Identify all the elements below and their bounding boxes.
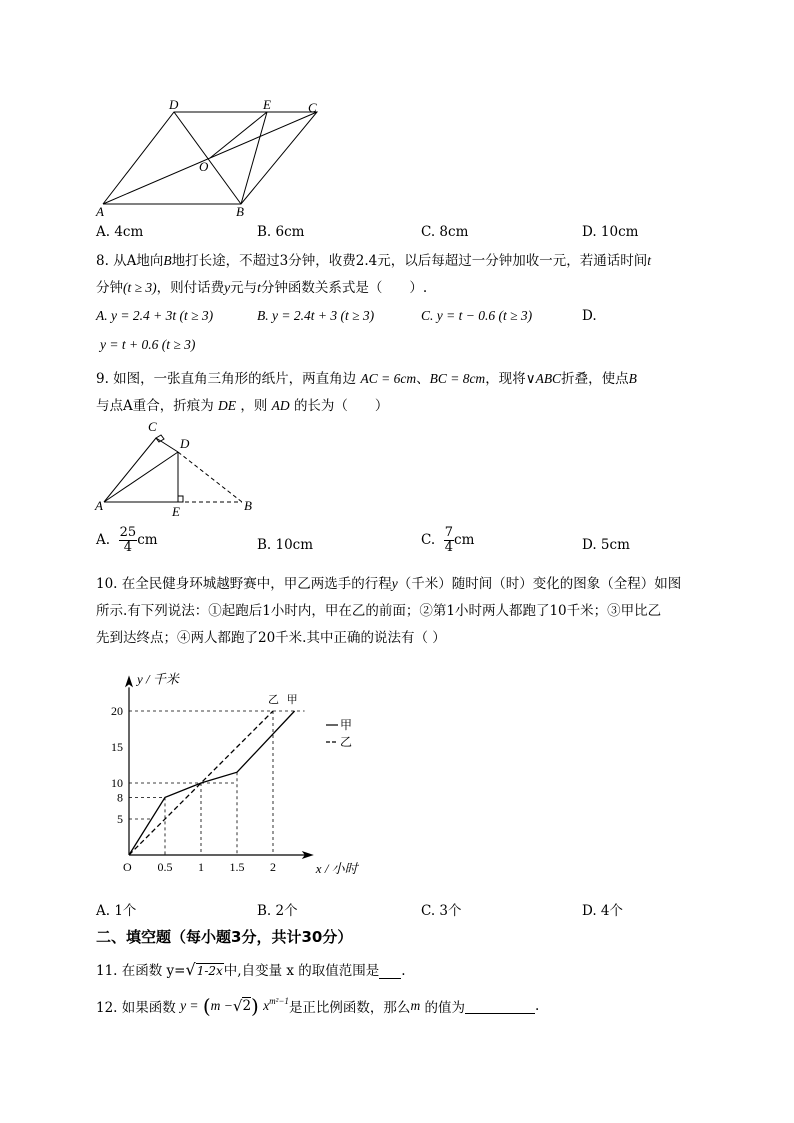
q11-answer-blank[interactable] bbox=[379, 964, 401, 979]
line-end-label-jia: 甲 bbox=[286, 694, 298, 706]
q12-answer-blank[interactable] bbox=[465, 998, 535, 1014]
q8-option-d[interactable]: D. bbox=[582, 308, 597, 324]
triangle-figure bbox=[90, 416, 260, 520]
q8-stem-line1: 8. 从A地向B地打长途，不超过3分钟，收费2.4元，以后每超过一分钟加收一元，若通话时间t bbox=[96, 253, 651, 269]
x-axis-label: x / 小时 bbox=[315, 861, 358, 876]
section-2-title: 二、填空题（每小题3分，共计30分） bbox=[96, 928, 353, 946]
y-axis-label: y / 千米 bbox=[137, 671, 179, 687]
q9-option-c[interactable]: C. $\frac{7}{4}$ cm bbox=[421, 525, 475, 555]
q10-option-c[interactable]: C. 3个 bbox=[421, 903, 462, 919]
q10-option-b[interactable]: B. 2个 bbox=[257, 903, 298, 919]
tri-label-B: B bbox=[244, 498, 252, 513]
y-tick-label: 20 bbox=[111, 704, 123, 718]
tri-label-C: C bbox=[148, 419, 157, 434]
x-tick-label: 0.5 bbox=[157, 860, 173, 874]
q7-option-c[interactable]: C. 8cm bbox=[421, 224, 469, 240]
x-tick-label: 2 bbox=[270, 860, 276, 874]
legend-label-yi: 乙 bbox=[340, 735, 353, 749]
legend-label-jia: 甲 bbox=[340, 718, 353, 732]
label-D: D bbox=[169, 97, 179, 112]
line-end-label-yi: 乙 bbox=[268, 694, 279, 706]
label-B: B bbox=[236, 204, 244, 219]
q8-option-d-formula[interactable]: y = t + 0.6 (t ≥ 3) bbox=[100, 337, 196, 352]
q9-option-b[interactable]: B. 10cm bbox=[257, 537, 314, 553]
q10-option-d[interactable]: D. 4个 bbox=[582, 903, 624, 919]
x-tick-label: 1.5 bbox=[229, 860, 245, 874]
q8-option-c[interactable]: C. y = t − 0.6 (t ≥ 3) bbox=[421, 308, 533, 323]
q7-option-a[interactable]: A. 4cm bbox=[96, 224, 144, 240]
q12-stem: 12. 如果函数 y = (m −√2) $x^{m^2-1}$是正比例函数，那么m 的值为 . bbox=[96, 994, 540, 1018]
q7-option-d[interactable]: D. 10cm bbox=[582, 224, 639, 240]
tri-label-E: E bbox=[172, 504, 180, 519]
q9-stem-line1: 9. 如图，一张直角三角形的纸片，两直角边 AC = 6cm、BC = 8cm，现将∨ABC折叠，使点B bbox=[96, 371, 637, 387]
q8-stem-line2: 分钟(t ≥ 3)，则付话费y元与t分钟函数关系式是（ ）. bbox=[96, 280, 428, 296]
parallelogram-figure bbox=[90, 92, 330, 222]
tri-label-D: D bbox=[180, 436, 190, 451]
q11-stem: 11. 在函数 y=√1-2x中,自变量 x 的取值范围是 . bbox=[96, 960, 406, 979]
q8-option-b[interactable]: B. y = 2.4t + 3 (t ≥ 3) bbox=[257, 308, 375, 323]
y-tick-label: 5 bbox=[117, 812, 123, 826]
q10-stem-line3: 先到达终点；④两人都跑了20千米.其中正确的说法有（ ） bbox=[96, 630, 446, 646]
label-E: E bbox=[263, 97, 271, 112]
distance-time-chart bbox=[96, 655, 386, 885]
y-tick-label: 15 bbox=[111, 740, 123, 754]
q10-option-a[interactable]: A. 1个 bbox=[96, 903, 137, 919]
y-tick-label: 10 bbox=[111, 776, 123, 790]
tri-label-A: A bbox=[95, 498, 103, 513]
origin-label: O bbox=[123, 860, 132, 874]
y-tick-label: 8 bbox=[117, 790, 123, 805]
label-O: O bbox=[199, 159, 209, 174]
q9-option-d[interactable]: D. 5cm bbox=[582, 537, 630, 553]
x-tick-label: 1 bbox=[198, 860, 204, 874]
q7-option-b[interactable]: B. 6cm bbox=[257, 224, 305, 240]
q9-option-a[interactable]: A. $\frac{25}{4}$ cm bbox=[96, 525, 158, 555]
q10-stem-line1: 10. 在全民健身环城越野赛中，甲乙两选手的行程y（千米）随时间（时）变化的图象（全程）如图 bbox=[96, 576, 682, 592]
y-axis-arrow bbox=[125, 675, 133, 687]
label-C: C bbox=[308, 100, 317, 115]
q10-stem-line2: 所示.有下列说法：①起跑后1小时内，甲在乙的前面；②第1小时两人都跑了10千米；③甲比乙 bbox=[96, 603, 662, 619]
q8-option-a[interactable]: A. y = 2.4 + 3t (t ≥ 3) bbox=[96, 308, 214, 323]
label-A: A bbox=[96, 204, 104, 219]
q9-stem-line2: 与点A重合，折痕为 DE ，则 AD 的长为（ ） bbox=[96, 398, 389, 414]
